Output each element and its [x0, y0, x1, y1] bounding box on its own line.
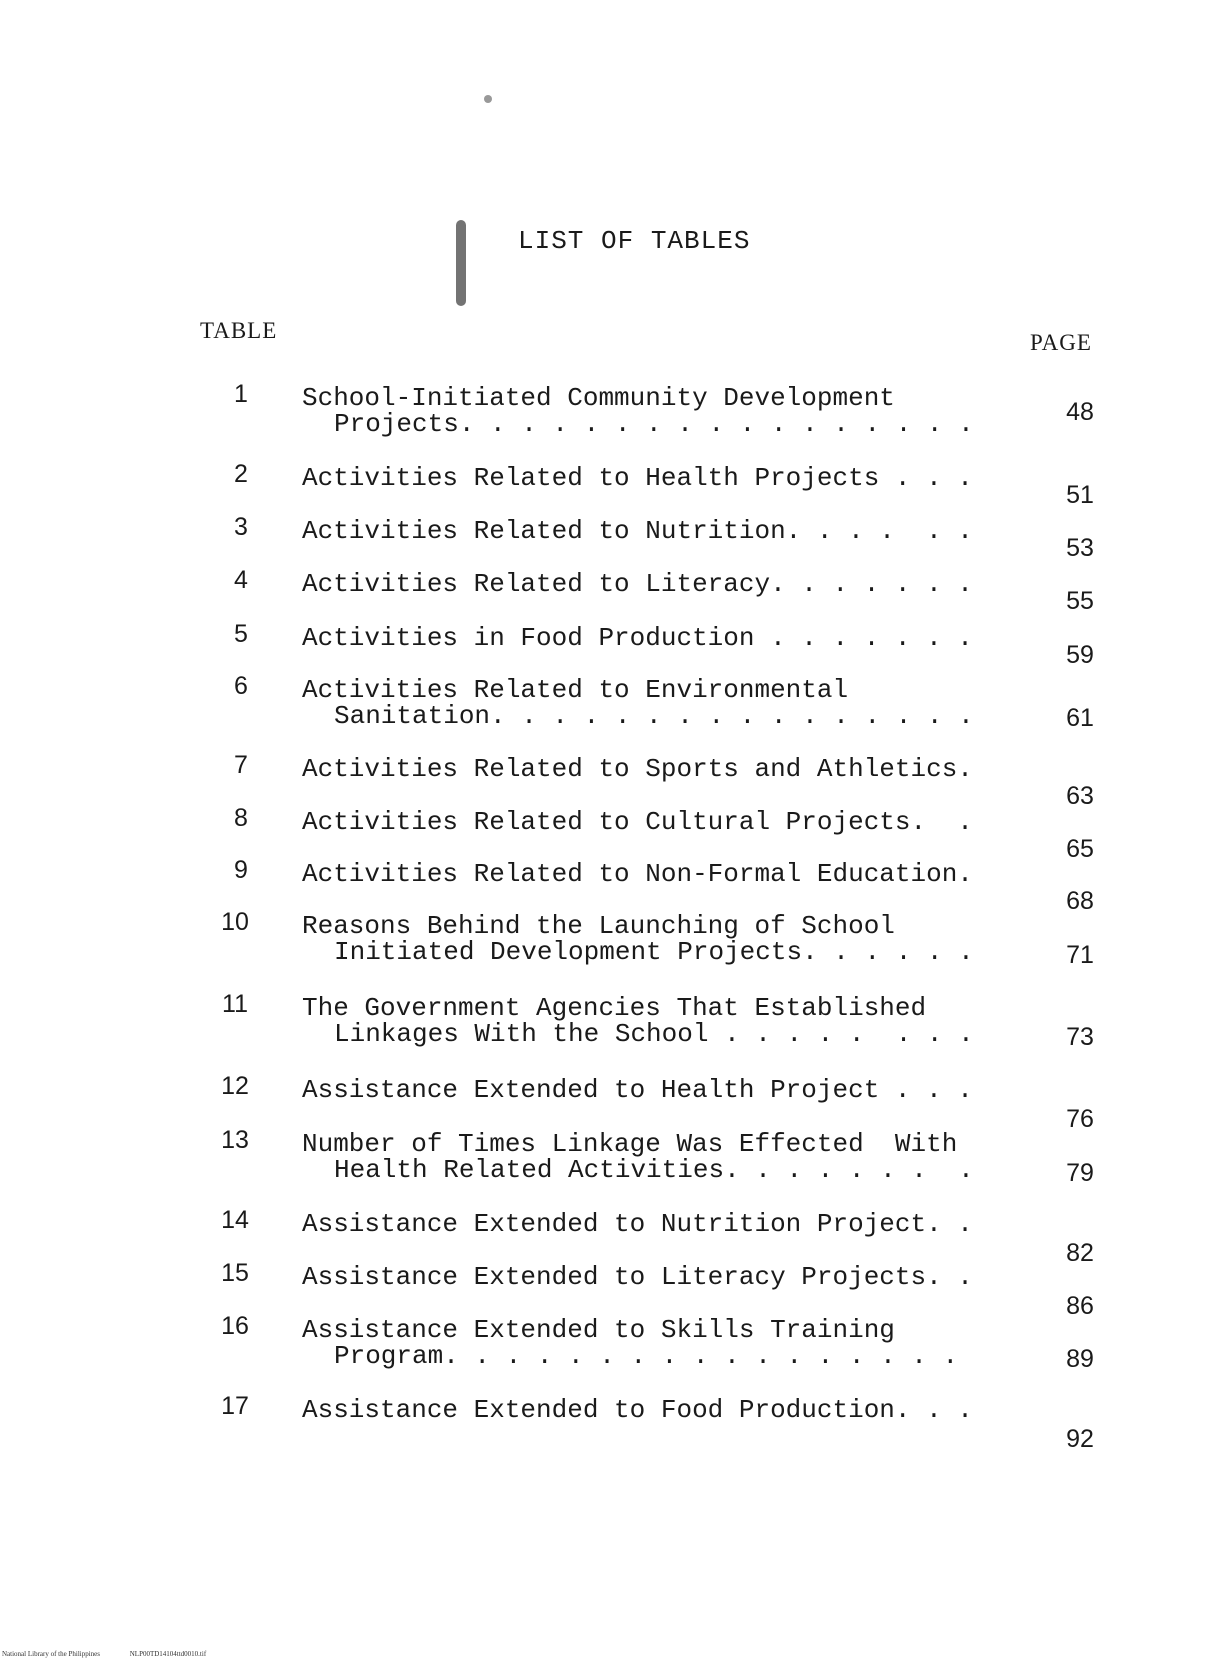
page-column-header: PAGE	[1030, 330, 1092, 355]
page-number: 86	[1066, 1292, 1094, 1320]
scan-footer	[2, 1650, 234, 1658]
page-number: 48	[1066, 398, 1094, 426]
table-caption: The Government Agencies That Established	[302, 993, 927, 1023]
table-caption: Activities Related to Nutrition. . . . . .	[302, 516, 973, 546]
table-caption-continued: Program. . . . . . . . . . . . . . . . .	[334, 1341, 959, 1371]
table-number: 7	[234, 751, 248, 779]
table-number: 15	[221, 1259, 249, 1287]
page-number: 73	[1066, 1023, 1094, 1051]
table-number: 11	[222, 990, 248, 1018]
page-number: 61	[1066, 704, 1094, 732]
table-number: 2	[234, 460, 248, 488]
page-number: 89	[1066, 1345, 1094, 1373]
page-number: 76	[1066, 1105, 1094, 1133]
table-caption: Number of Times Linkage Was Effected With	[302, 1129, 958, 1159]
table-caption-continued: Health Related Activities. . . . . . . .	[334, 1155, 974, 1185]
footer-file-id: NLP00TD14104ttd0010.tif	[129, 1650, 207, 1658]
table-caption: Activities Related to Environmental	[302, 675, 849, 705]
table-number: 12	[221, 1072, 249, 1100]
page-number: 51	[1066, 481, 1094, 509]
table-caption: Activities Related to Cultural Projects. .	[302, 807, 973, 837]
table-caption: Activities Related to Health Projects . . .	[302, 463, 973, 493]
scan-smudge	[456, 220, 466, 306]
table-caption: Activities Related to Sports and Athletics.	[302, 754, 973, 784]
table-number: 14	[221, 1206, 249, 1234]
page-number: 53	[1066, 534, 1094, 562]
page-number: 55	[1066, 587, 1094, 615]
page-number: 71	[1066, 941, 1094, 969]
table-caption: Reasons Behind the Launching of School	[302, 911, 895, 941]
table-caption: Assistance Extended to Food Production. . .	[302, 1395, 973, 1425]
page-number: 79	[1066, 1159, 1094, 1187]
page-number: 82	[1066, 1239, 1094, 1267]
table-number: 6	[234, 672, 248, 700]
table-caption-continued: Sanitation. . . . . . . . . . . . . . . .	[334, 701, 974, 731]
table-number: 17	[221, 1392, 249, 1420]
page-number: 59	[1066, 641, 1094, 669]
table-caption: Assistance Extended to Literacy Projects. .	[302, 1262, 973, 1292]
page-title: LIST OF TABLES	[518, 226, 751, 256]
table-caption: Assistance Extended to Health Project . . .	[302, 1075, 973, 1105]
table-number: 9	[234, 856, 248, 884]
table-caption-continued: Projects. . . . . . . . . . . . . . . . .	[334, 409, 974, 439]
footer-library: National Library of the Philippines	[2, 1650, 100, 1658]
table-number: 10	[221, 908, 249, 936]
table-number: 3	[234, 513, 248, 541]
page-number: 92	[1066, 1425, 1094, 1453]
table-number: 16	[221, 1312, 249, 1340]
table-number: 13	[221, 1126, 249, 1154]
scan-speck	[484, 95, 492, 103]
table-caption: Assistance Extended to Skills Training	[302, 1315, 895, 1345]
table-number: 4	[234, 566, 248, 594]
table-number: 1	[234, 380, 248, 408]
page-number: 68	[1066, 887, 1094, 915]
table-number: 8	[234, 804, 248, 832]
table-caption: Assistance Extended to Nutrition Project. .	[302, 1209, 973, 1239]
table-caption: School-Initiated Community Development	[302, 383, 895, 413]
page-number: 63	[1066, 782, 1094, 810]
page-number: 65	[1066, 835, 1094, 863]
table-caption: Activities Related to Non-Formal Education.	[302, 859, 973, 889]
table-caption: Activities Related to Literacy. . . . . . .	[302, 569, 973, 599]
table-column-header: TABLE	[200, 318, 278, 343]
table-caption-continued: Initiated Development Projects. . . . . .	[334, 937, 974, 967]
table-caption: Activities in Food Production . . . . . . .	[302, 623, 973, 653]
table-caption-continued: Linkages With the School . . . . . . . .	[334, 1019, 974, 1049]
table-number: 5	[234, 620, 248, 648]
